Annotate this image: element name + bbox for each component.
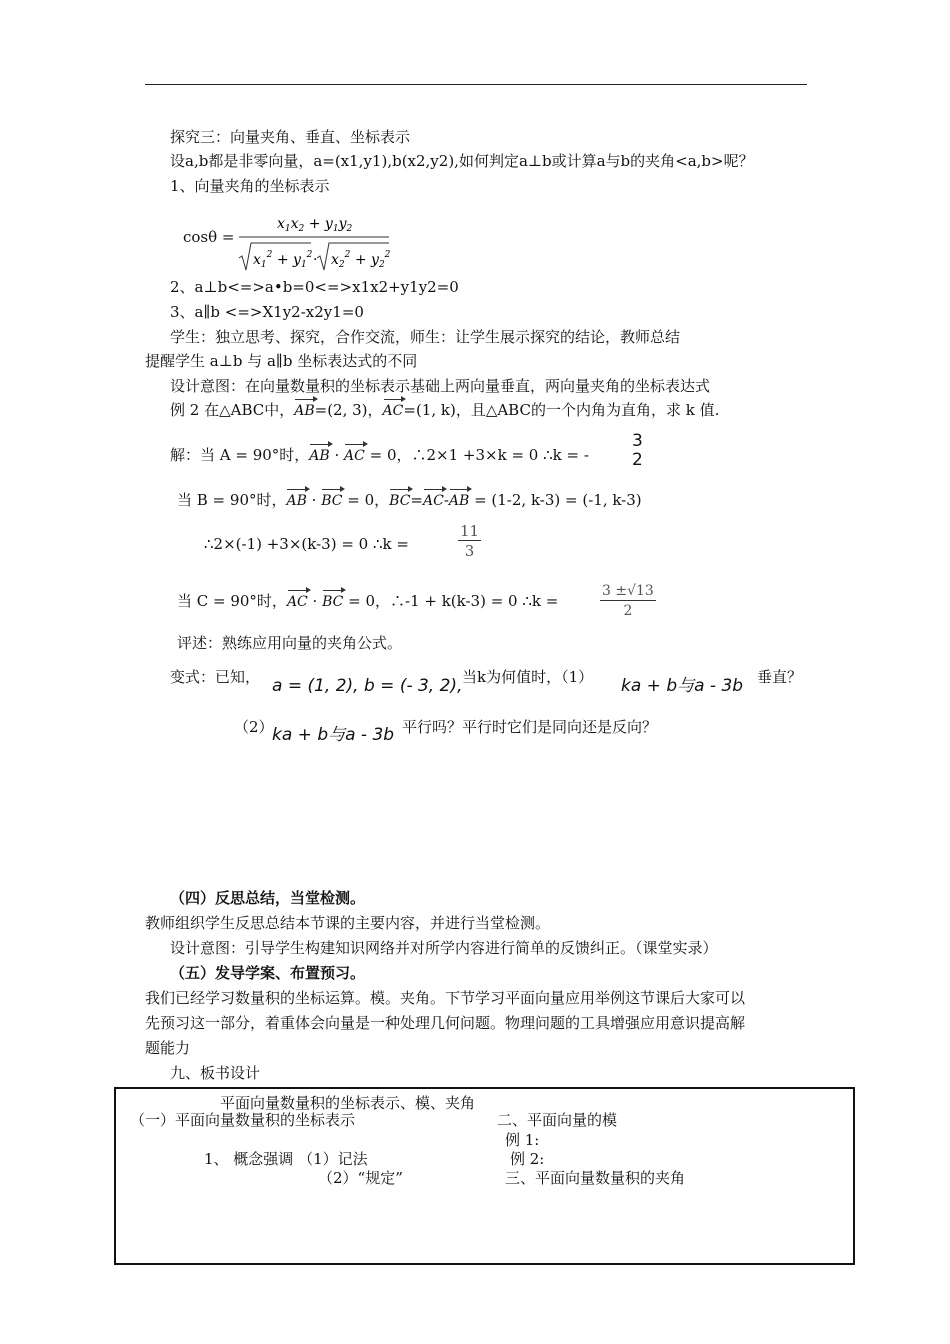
sol-a-prefix: 解：当 A = 90°时， bbox=[170, 446, 310, 464]
variant-perp: 垂直？ bbox=[757, 668, 803, 686]
variant-when: 当k为何值时，（1） bbox=[462, 668, 594, 686]
frac-num: 3 bbox=[632, 431, 643, 451]
board-left-1: （一）平面向量数量积的坐标表示 bbox=[130, 1111, 356, 1129]
sol-a-mid: = 0，∴2×1 +3×k = 0 ∴k = - bbox=[369, 446, 589, 464]
solution-b2: ∴2×(-1) +3×(k-3) = 0 ∴k = bbox=[204, 535, 409, 553]
svg-text:x12 + y12: $x_1^2 + y_1^2$ bbox=[253, 250, 313, 270]
vector-bc: BC bbox=[321, 493, 343, 509]
vector-ab: AB bbox=[448, 493, 470, 509]
board-heading: 九、板书设计 bbox=[170, 1064, 261, 1082]
comment: 评述：熟练应用向量的夹角公式。 bbox=[177, 634, 403, 652]
frac-den: 2 bbox=[623, 603, 633, 619]
section5-line3: 题能力 bbox=[145, 1039, 191, 1057]
explore-title: 探究三：向量夹角、垂直、坐标表示 bbox=[170, 128, 411, 146]
vector-ac: AC bbox=[382, 403, 404, 419]
frac-den: 2 bbox=[632, 450, 643, 470]
vector-ab: AB bbox=[286, 493, 307, 509]
fraction-3-2 bbox=[630, 432, 645, 470]
section4-line1: 教师组织学生反思总结本节课的主要内容，并进行当堂检测。 bbox=[145, 914, 551, 932]
section5-line1: 我们已经学习数量积的坐标运算。模。夹角。下节学习平面向量应用举例这节课后大家可以 bbox=[145, 989, 746, 1007]
frac-den: 3 bbox=[464, 542, 475, 560]
item-1: 1、向量夹角的坐标表示 bbox=[170, 177, 330, 195]
svg-text:x22 + y22: $x_2^2 + y_2^2$ bbox=[331, 250, 391, 270]
svg-text:x1x2 + y1y2: $x_1x_2 + y_1y_2$ bbox=[277, 216, 353, 234]
vector-ac: AC bbox=[422, 493, 444, 509]
frac-num: 11 bbox=[460, 522, 480, 540]
header-rule bbox=[145, 84, 807, 85]
solution-c: 当 C = 90°时，AC · BC = 0，∴-1 + k(k-3) = 0 ∴k = bbox=[177, 592, 559, 610]
fraction-3pm-sqrt13-2 bbox=[600, 582, 656, 621]
vector-bc: BC bbox=[389, 493, 411, 509]
formula-lhs: cosθ = bbox=[183, 228, 235, 246]
section5-line2: 先预习这一部分，着重体会向量是一种处理几何问题。物理问题的工具增强应用意识提高解 bbox=[145, 1014, 746, 1032]
sol-b-prefix: 当 B = 90°时， bbox=[177, 491, 287, 509]
variant-given: a = (1, 2), b = (- 3, 2), bbox=[272, 676, 463, 696]
variant-expr-2: ka + b与a - 3b bbox=[272, 725, 395, 745]
sol-b-tail: = (1-2, k-3) = (-1, k-3) bbox=[474, 491, 642, 509]
ac-value: =(1, k)，且△ABC的一个内角为直角，求 k 值. bbox=[403, 401, 720, 419]
vector-ac: AC bbox=[344, 448, 365, 464]
section4-design: 设计意图：引导学生构建知识网络并对所学内容进行简单的反馈纠正。（课堂实录） bbox=[170, 939, 718, 957]
svg-text:·: · bbox=[313, 252, 318, 268]
variant-expr-1: ka + b与a - 3b bbox=[621, 676, 744, 696]
section5-title: （五）发导学案、布置预习。 bbox=[170, 964, 366, 982]
board-title: 平面向量数量积的坐标表示、模、夹角 bbox=[220, 1094, 476, 1112]
design-intent: 设计意图：在向量数量积的坐标表示基础上两向量垂直，两向量夹角的坐标表达式 bbox=[170, 377, 711, 395]
board-left-2: 1、 概念强调 （1）记法 bbox=[204, 1150, 368, 1168]
vector-ab: AB bbox=[309, 448, 330, 464]
frac-num: 3 ±√13 bbox=[602, 583, 654, 599]
vector-ac: AC bbox=[286, 594, 308, 610]
cos-formula-svg bbox=[237, 212, 393, 274]
item-2: 2、a⊥b<=>a•b=0<=>x1x2+y1y2=0 bbox=[170, 278, 459, 296]
board-left-3: （2）“规定” bbox=[318, 1169, 403, 1187]
sol-b-mid: = 0， bbox=[347, 491, 390, 509]
sol-c-prefix: 当 C = 90°时， bbox=[177, 592, 287, 610]
sol-c-mid: = 0，∴-1 + k(k-3) = 0 ∴k = bbox=[348, 592, 559, 610]
solution-b: 当 B = 90°时，AB · BC = 0，BC=AC-AB = (1-2, k-3) = (-1, k-3) bbox=[177, 491, 642, 509]
example2-statement bbox=[170, 400, 719, 421]
vector-ab: AB bbox=[294, 403, 315, 419]
item-3: 3、a∥b <=>X1y2-x2y1=0 bbox=[170, 303, 364, 321]
board-right-2: 例 1: bbox=[505, 1131, 540, 1149]
vector-bc: BC bbox=[322, 594, 344, 610]
solution-a: 解：当 A = 90°时，AB · AC = 0，∴2×1 +3×k = 0 ∴k = - bbox=[170, 446, 589, 464]
board-right-4: 三、平面向量数量积的夹角 bbox=[505, 1169, 686, 1187]
variant-label: 变式：已知， bbox=[170, 668, 261, 686]
cos-formula bbox=[237, 212, 393, 274]
fraction-11-3 bbox=[458, 522, 481, 561]
board-right-1: 二、平面向量的模 bbox=[497, 1111, 618, 1129]
section4-title: （四）反思总结，当堂检测。 bbox=[170, 889, 366, 907]
example2-prefix: 例 2 在△ABC中， bbox=[170, 401, 295, 419]
variant-q2-label: （2） bbox=[234, 718, 274, 736]
variant-parallel: 平行吗？平行时它们是同向还是反向？ bbox=[402, 718, 658, 736]
explore-question: 设a,b都是非零向量，a=(x1,y1),b(x2,y2),如何判定a⊥b或计算a与b的夹角<a,b>呢？ bbox=[170, 152, 754, 170]
remind-line: 提醒学生 a⊥b 与 a∥b 坐标表达式的不同 bbox=[145, 352, 418, 370]
student-activity: 学生：独立思考、探究，合作交流，师生：让学生展示探究的结论，教师总结 bbox=[170, 328, 681, 346]
ab-value: =(2, 3)， bbox=[314, 401, 383, 419]
board-right-3: 例 2: bbox=[510, 1150, 545, 1168]
